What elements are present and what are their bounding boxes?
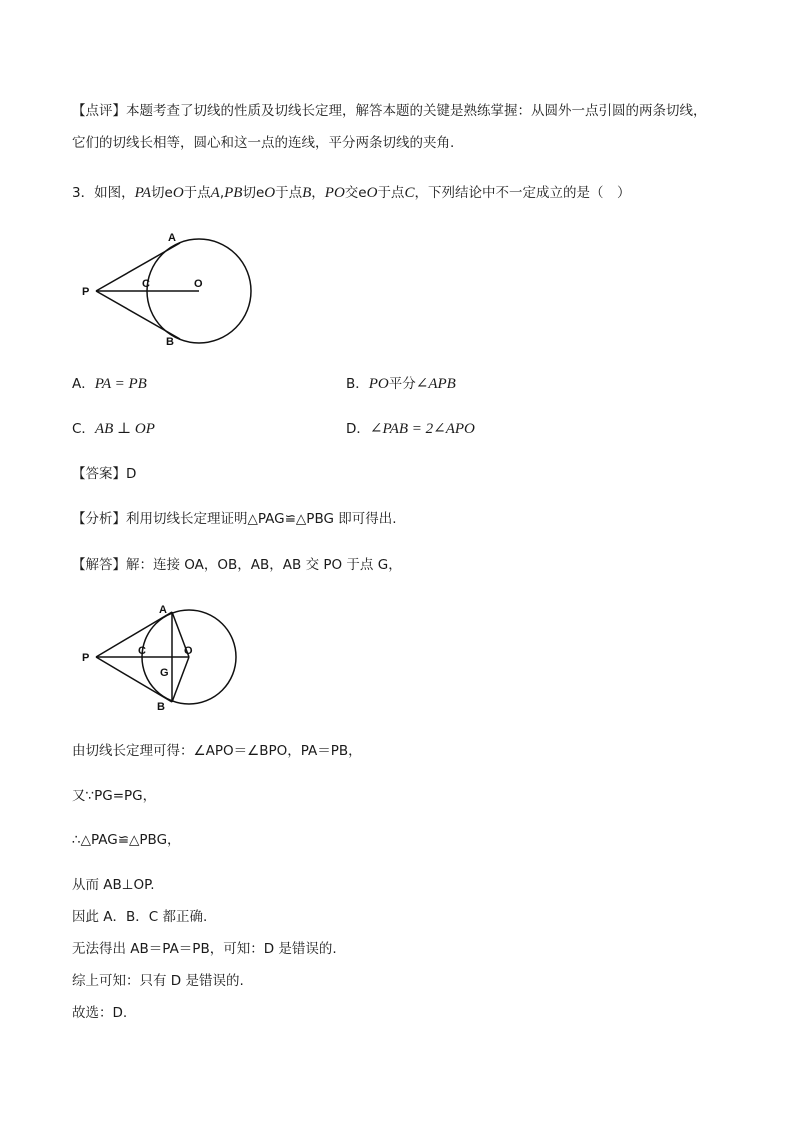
option-d: D．∠PAB = 2∠APO xyxy=(346,421,475,437)
tangent-pa xyxy=(96,243,180,291)
step-4: 从而 AB⊥OP. xyxy=(72,877,155,893)
label-b: B xyxy=(157,701,165,713)
label-g: G xyxy=(160,667,169,679)
label-c: C xyxy=(138,645,146,657)
label-p: P xyxy=(82,286,90,298)
step-6: 无法得出 AB＝PA＝PB，可知：D 是错误的. xyxy=(72,941,337,957)
answer-line: 【答案】D xyxy=(72,466,137,482)
option-a: A．PA = PB xyxy=(72,376,147,392)
question-3-stem: 3．如图，PA切eO于点A,PB切eO于点B，PO交eO于点C，下列结论中不一定成立的是（ ） xyxy=(72,185,631,201)
tangent-pb xyxy=(96,657,172,702)
tangent-figure-2 xyxy=(72,598,252,723)
tangent-figure-1 xyxy=(72,225,272,355)
step-2: 又∵PG=PG， xyxy=(72,788,157,804)
label-a: A xyxy=(168,232,176,244)
label-o: O xyxy=(184,645,193,657)
step-8: 故选：D. xyxy=(72,1005,128,1021)
tangent-pb xyxy=(96,291,180,339)
analysis-line: 【分析】利用切线长定理证明△PAG≌△PBG 即可得出. xyxy=(72,511,397,527)
solution-intro: 【解答】解：连接 OA，OB，AB，AB 交 PO 于点 G， xyxy=(72,557,402,573)
comment-line-1: 【点评】本题考查了切线的性质及切线长定理，解答本题的关键是熟练掌握：从圆外一点引圆的两条切线， xyxy=(72,103,707,119)
label-c: C xyxy=(142,278,150,290)
step-7: 综上可知：只有 D 是错误的. xyxy=(72,973,244,989)
label-p: P xyxy=(82,652,90,664)
step-5: 因此 A．B．C 都正确. xyxy=(72,909,208,925)
tangent-pa xyxy=(96,612,172,657)
step-1: 由切线长定理可得：∠APO＝∠BPO，PA＝PB， xyxy=(72,743,362,759)
step-3: ∴△PAG≌△PBG， xyxy=(72,832,181,848)
comment-line-2: 它们的切线长相等，圆心和这一点的连线，平分两条切线的夹角. xyxy=(72,135,455,151)
segment-ob xyxy=(172,657,189,702)
label-o: O xyxy=(194,278,203,290)
label-b: B xyxy=(166,336,174,348)
option-b: B．PO平分∠APB xyxy=(346,376,456,392)
option-c: C．AB ⊥ OP xyxy=(72,421,155,437)
label-a: A xyxy=(159,604,167,616)
